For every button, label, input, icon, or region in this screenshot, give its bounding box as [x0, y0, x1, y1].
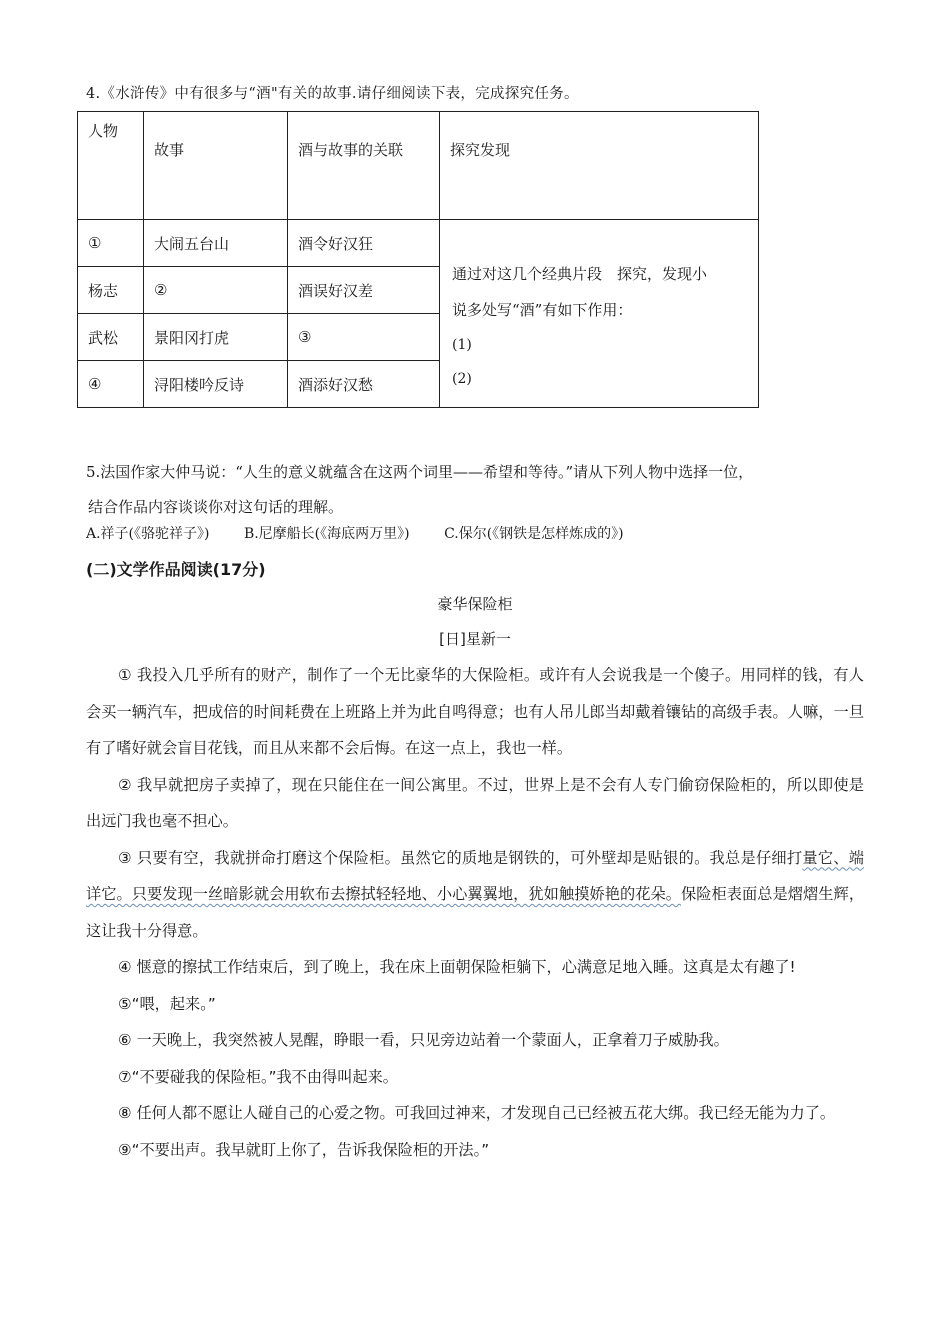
option-b: B.尼摩船长(《海底两万里》)	[243, 526, 410, 542]
paragraph-2: ② 我早就把房子卖掉了，现在只能住在一间公寓里。不过，世界上是不会有人专门偷窃保险柜的，所以即使是出远门我也毫不担心。	[86, 775, 864, 830]
finding-item-2: (2)	[452, 370, 472, 387]
paragraph-9: ⑨“不要出声。我早就盯上你了，告诉我保险柜的开法。”	[118, 1140, 490, 1159]
finding-cell	[440, 220, 759, 408]
wine-story-table	[77, 111, 759, 408]
question-5	[86, 452, 876, 522]
cell-story: 浔阳楼吟反诗	[144, 361, 288, 408]
finding-item-1: (1)	[452, 336, 472, 353]
question-5-options	[86, 523, 654, 543]
paragraph-7: ⑦“不要碰我的保险柜。”我不由得叫起来。	[118, 1067, 398, 1086]
cell-story: 大闹五台山	[144, 220, 288, 267]
paragraph-6: ⑥ 一天晚上，我突然被人晃醒，睁眼一看，只见旁边站着一个蒙面人，正拿着刀子威胁我。	[118, 1031, 729, 1049]
cell-person: 杨志	[78, 267, 144, 314]
header-finding: 探究发现	[440, 112, 759, 220]
paragraph-3-start: ③ 只要有空，我就拼命打磨这个保险柜。虽然它的质地是钢铁的，可外壁却是贴银的。我总是仔细打	[118, 848, 803, 867]
cell-person: ①	[78, 220, 144, 267]
paragraph-1: ① 我投入几乎所有的财产，制作了一个无比豪华的大保险柜。或许有人会说我是一个傻子。用同样的钱，有人会买一辆汽车，把成倍的时间耗费在上班路上并为此自鸣得意；也有人吊儿郎当却戴着镶钻的高级手表。人嘛，一旦有了嗜好就会盲目花钱，而且从来都不会后悔。在这一点上，我也一样。	[86, 666, 864, 757]
option-c: C.保尔(《钢铁是怎样炼成的》)	[444, 526, 624, 542]
table-row	[78, 220, 759, 267]
question-5-line-1: 5.法国作家大仲马说：“人生的意义就蕴含在这两个词里——希望和等待。”请从下列人物中选择一位，	[86, 463, 754, 481]
cell-relation: 酒添好汉愁	[288, 361, 440, 408]
article-author: [日]星新一	[439, 630, 511, 648]
cell-story: 景阳冈打虎	[144, 314, 288, 361]
question-4-title: 4.《水浒传》中有很多与“酒"有关的故事.请仔细阅读下表，完成探究任务。	[86, 86, 579, 102]
finding-line-1: 通过对这几个经典片段 探究，发现小	[452, 264, 708, 283]
paragraph-8: ⑧ 任何人都不愿让人碰自己的心爱之物。可我回过神来，才发现自己已经被五花大绑。我已经无能为力了。	[118, 1104, 836, 1122]
cell-relation: 酒令好汉狂	[288, 220, 440, 267]
finding-line-2: 说多处写“酒”有如下作用：	[452, 300, 633, 319]
paragraph-3	[86, 840, 864, 950]
table-header-row	[78, 112, 759, 220]
article-title: 豪华保险柜	[437, 595, 513, 613]
header-story: 故事	[144, 112, 288, 220]
question-5-line-2: 结合作品内容谈谈你对这句话的理解。	[88, 498, 344, 516]
section-heading: (二)文学作品阅读(17分)	[86, 560, 266, 579]
cell-story: ②	[144, 267, 288, 314]
cell-person: ④	[78, 361, 144, 408]
paragraph-5: ⑤“喂，起来。”	[118, 994, 216, 1013]
paragraph-3-end: 保险柜表面总是熠熠生辉，这让我十分得意。	[86, 885, 865, 940]
option-a: A.祥子(《骆驼祥子》)	[86, 526, 210, 542]
cell-relation: ③	[288, 314, 440, 361]
header-person: 人物	[78, 112, 144, 220]
cell-relation: 酒误好汉差	[288, 267, 440, 314]
cell-person: 武松	[78, 314, 144, 361]
article-body	[86, 657, 864, 1168]
header-relation: 酒与故事的关联	[288, 112, 440, 220]
underlined-sentence: 量它、端详它。只要发现一丝暗影就会用软布去擦拭轻轻地、小心翼翼地，犹如触摸娇艳的花朵。	[86, 848, 864, 903]
paragraph-4: ④ 惬意的擦拭工作结束后，到了晚上，我在床上面朝保险柜躺下，心满意足地入睡。这真是太有趣了!	[118, 958, 796, 976]
